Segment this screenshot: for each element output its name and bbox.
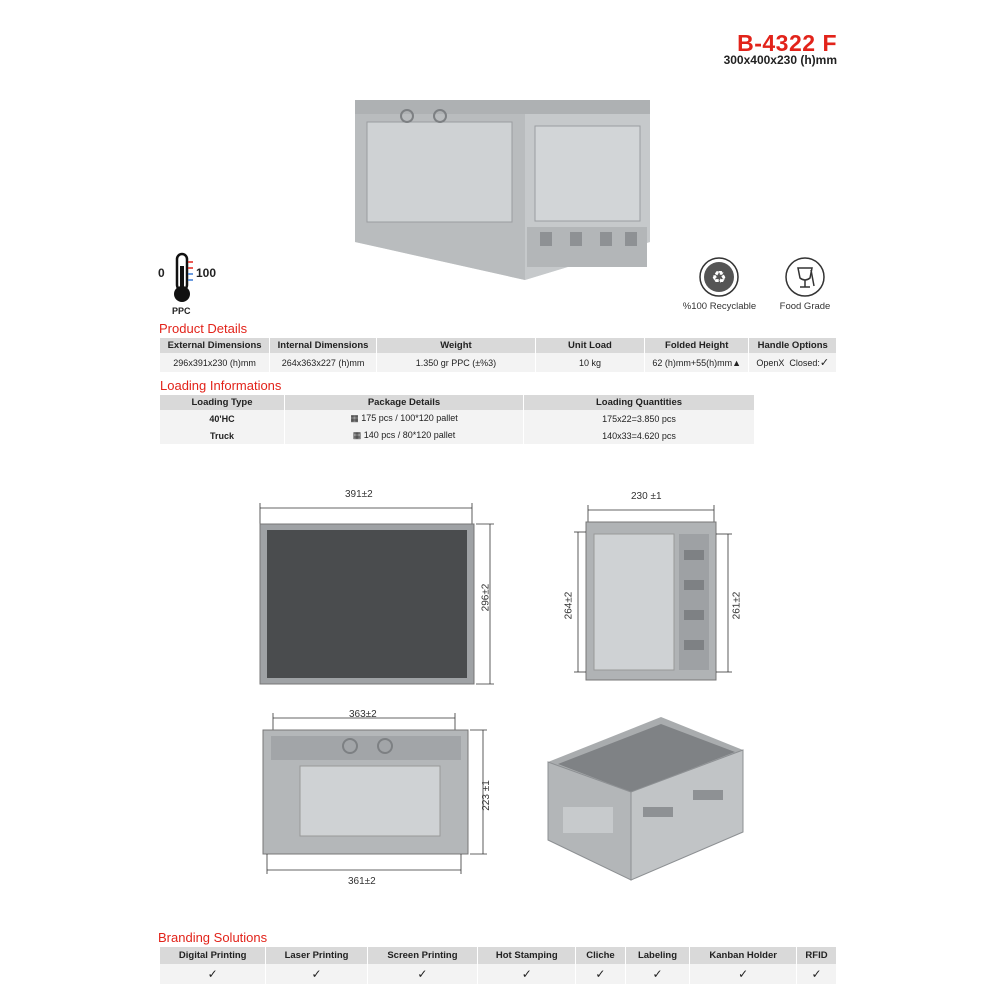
loading-title: Loading Informations [160, 378, 282, 393]
check-icon: ✓ [266, 964, 367, 984]
food-grade-label: Food Grade [779, 301, 831, 312]
pallet-icon: ▦ [350, 413, 359, 423]
loading-row [160, 427, 755, 444]
top-view-width: 391±2 [345, 489, 373, 500]
value-handle-options [749, 353, 837, 372]
header-internal: Internal Dimensions [270, 338, 377, 353]
header-folded-height: Folded Height [644, 338, 749, 353]
handle-closed: Closed: [789, 358, 820, 368]
thermometer-max: 100 [196, 266, 217, 280]
header-handle-options: Handle Options [749, 338, 837, 353]
check-icon: ✓ [819, 357, 830, 369]
top-view-drawing [252, 498, 500, 690]
front-view-height: 223 ±1 [480, 780, 492, 811]
handle-open: OpenX [756, 358, 785, 368]
svg-text:♻: ♻ [711, 268, 727, 288]
thermometer-label: PPC [172, 306, 191, 316]
check-icon: ✓ [625, 964, 690, 984]
check-icon: ✓ [367, 964, 478, 984]
branding-rfid: RFID [797, 947, 837, 964]
product-details-header-row [160, 338, 837, 353]
branding-values-row [160, 964, 837, 984]
product-details-row [160, 353, 837, 372]
value-unit-load: 10 kg [535, 353, 644, 372]
branding-cliche: Cliche [576, 947, 625, 964]
folded-height-text: 62 (h)mm+55(h)mm [652, 357, 733, 368]
package-text: 175 pcs / 100*120 pallet [361, 413, 458, 423]
header-loading-quantities: Loading Quantities [524, 395, 755, 410]
package-details [285, 410, 524, 427]
side-view-drawing [564, 500, 750, 686]
branding-kanban-holder: Kanban Holder [690, 947, 797, 964]
branding-title: Branding Solutions [158, 930, 268, 945]
package-details [285, 427, 524, 444]
header-loading-type: Loading Type [160, 395, 285, 410]
side-view-left: 264±2 [563, 591, 575, 620]
food-grade-icon [784, 256, 826, 298]
crate-open-image [543, 712, 748, 882]
branding-header-row [160, 947, 837, 964]
check-icon: ✓ [690, 964, 797, 984]
value-weight: 1.350 gr PPC (±%3) [376, 353, 535, 372]
front-view-drawing [255, 708, 495, 878]
loading-type: Truck [160, 427, 285, 444]
check-icon: ✓ [576, 964, 625, 984]
loading-header-row [160, 395, 755, 410]
loading-table [160, 395, 755, 444]
header-unit-load: Unit Load [535, 338, 644, 353]
value-external: 296x391x230 (h)mm [160, 353, 270, 372]
value-folded-height [644, 353, 749, 372]
thermometer-min: 0 [158, 266, 165, 280]
loading-type: 40'HC [160, 410, 285, 427]
model-title: B-4322 F [737, 30, 837, 56]
loading-quantity: 175x22=3.850 pcs [524, 410, 755, 427]
front-view-bottom: 361±2 [348, 876, 376, 887]
header-external: External Dimensions [160, 338, 270, 353]
header-weight: Weight [376, 338, 535, 353]
model-size: 300x400x230 (h)mm [723, 53, 837, 67]
branding-digital-printing: Digital Printing [160, 947, 266, 964]
check-icon: ✓ [797, 964, 837, 984]
check-icon: ✓ [160, 964, 266, 984]
product-details-table [160, 338, 837, 372]
side-view-right: 261±2 [731, 591, 743, 620]
front-view-top: 363±2 [349, 709, 377, 720]
thermometer-icon [168, 252, 196, 304]
branding-laser-printing: Laser Printing [266, 947, 367, 964]
check-icon: ✓ [478, 964, 576, 984]
branding-hot-stamping: Hot Stamping [478, 947, 576, 964]
value-internal: 264x363x227 (h)mm [270, 353, 377, 372]
header-package-details: Package Details [285, 395, 524, 410]
recycle-icon [698, 256, 740, 298]
side-view-width: 230 ±1 [631, 491, 662, 502]
crate-main-image [345, 92, 657, 282]
loading-row [160, 410, 755, 427]
top-view-height: 296±2 [480, 583, 492, 612]
up-arrow-icon: ▲ [732, 357, 742, 368]
pallet-icon: ▦ [352, 430, 362, 440]
product-details-title: Product Details [159, 321, 248, 336]
branding-labeling: Labeling [625, 947, 690, 964]
branding-table [160, 947, 837, 984]
package-text: 140 pcs / 80*120 pallet [363, 430, 456, 440]
branding-screen-printing: Screen Printing [367, 947, 478, 964]
loading-quantity: 140x33=4.620 pcs [524, 427, 755, 444]
recyclable-label: %100 Recyclable [682, 301, 757, 312]
